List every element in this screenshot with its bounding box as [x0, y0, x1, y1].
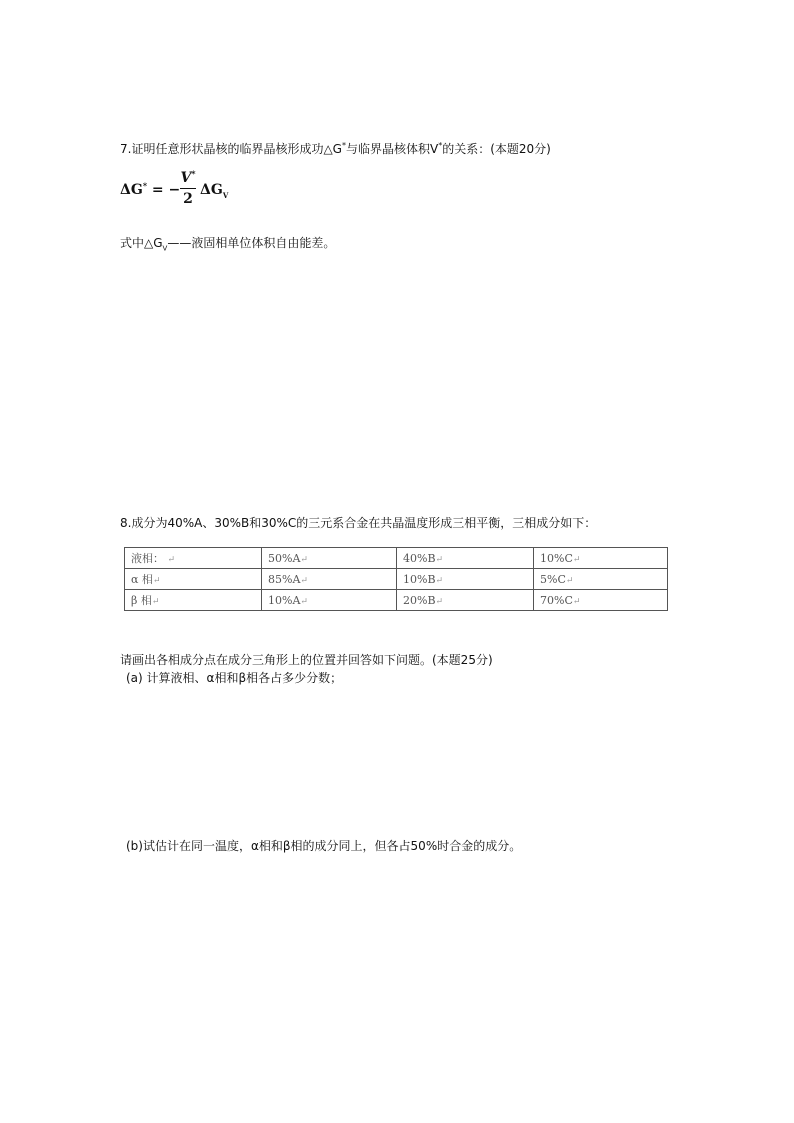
q7-title-part: 7.证明任意形状晶核的临界晶核形成功△G [120, 142, 342, 156]
composition-cell [262, 548, 397, 569]
q7-note-part: 式中△G [120, 236, 163, 250]
formula-delta-g: ΔG [120, 182, 143, 198]
return-mark: ↵ [300, 596, 308, 607]
composition-a: 50%A [268, 551, 301, 565]
composition-a: 85%A [268, 572, 301, 586]
critical-superscript: * [438, 141, 443, 150]
composition-c: 5%C [540, 572, 566, 586]
return-mark: ↵ [435, 554, 444, 565]
formula-equals: = − [147, 182, 181, 198]
return-mark: ↵ [300, 575, 308, 586]
table-row [125, 590, 668, 611]
note-subscript: V [162, 244, 168, 253]
q7-title-part: 的关系：(本题20分) [442, 142, 551, 156]
composition-b: 20%B [403, 593, 436, 607]
formula-rhs-subscript: V [222, 190, 229, 200]
return-mark: ↵ [435, 575, 444, 586]
formula-lhs [120, 182, 180, 198]
fraction-bar [180, 188, 196, 189]
table-row [125, 569, 668, 590]
question-8-part-b: (b)试估计在同一温度，α相和β相的成分同上，但各占50%时合金的成分。 [126, 839, 522, 853]
return-mark: ↵ [572, 554, 581, 565]
formula-fraction [180, 170, 196, 207]
composition-b: 10%B [403, 572, 436, 586]
phase-label: 液相： [131, 552, 164, 565]
phase-label: α 相 [131, 573, 153, 586]
composition-cell [534, 590, 668, 611]
composition-cell [262, 590, 397, 611]
return-mark: ↵ [300, 554, 308, 565]
formula-numerator [180, 170, 196, 186]
formula-denominator: 2 [183, 191, 193, 207]
return-mark: ↵ [152, 576, 161, 586]
table-row [125, 548, 668, 569]
formula-rhs [200, 182, 228, 198]
return-mark: ↵ [565, 575, 574, 586]
q7-title-part: 与临界晶核体积V [345, 142, 439, 156]
formula-lhs-superscript: * [142, 180, 148, 191]
critical-superscript: * [341, 141, 346, 150]
return-mark: ↵ [435, 596, 444, 607]
composition-a: 10%A [268, 593, 301, 607]
return-mark: ↵ [167, 555, 176, 565]
composition-cell [397, 590, 534, 611]
composition-c: 70%C [540, 593, 573, 607]
composition-cell [262, 569, 397, 590]
composition-cell [534, 548, 668, 569]
q7-note-part: ——液固相单位体积自由能差。 [167, 236, 336, 250]
question-7-note [120, 235, 335, 251]
phase-cell [125, 548, 262, 569]
phase-composition-table [124, 547, 668, 611]
phase-label: β 相 [131, 594, 152, 607]
phase-cell [125, 569, 262, 590]
composition-c: 10%C [540, 551, 573, 565]
composition-cell [397, 569, 534, 590]
formula-numerator-superscript: * [191, 168, 196, 179]
phase-cell [125, 590, 262, 611]
question-8-title: 8.成分为40%A、30%B和30%C的三元系合金在共晶温度形成三相平衡，三相成分如下： [120, 516, 597, 530]
return-mark: ↵ [572, 596, 581, 607]
composition-cell [397, 548, 534, 569]
composition-b: 40%B [403, 551, 436, 565]
formula-delta-gv: ΔG [200, 182, 223, 198]
question-8-part-a: (a) 计算液相、α相和β相各占多少分数； [126, 671, 343, 685]
composition-cell [534, 569, 668, 590]
question-8-instruction: 请画出各相成分点在成分三角形上的位置并回答如下问题。(本题25分) [120, 653, 493, 667]
return-mark: ↵ [151, 597, 160, 607]
question-7-title [120, 141, 551, 157]
formula-volume: V [180, 170, 192, 186]
